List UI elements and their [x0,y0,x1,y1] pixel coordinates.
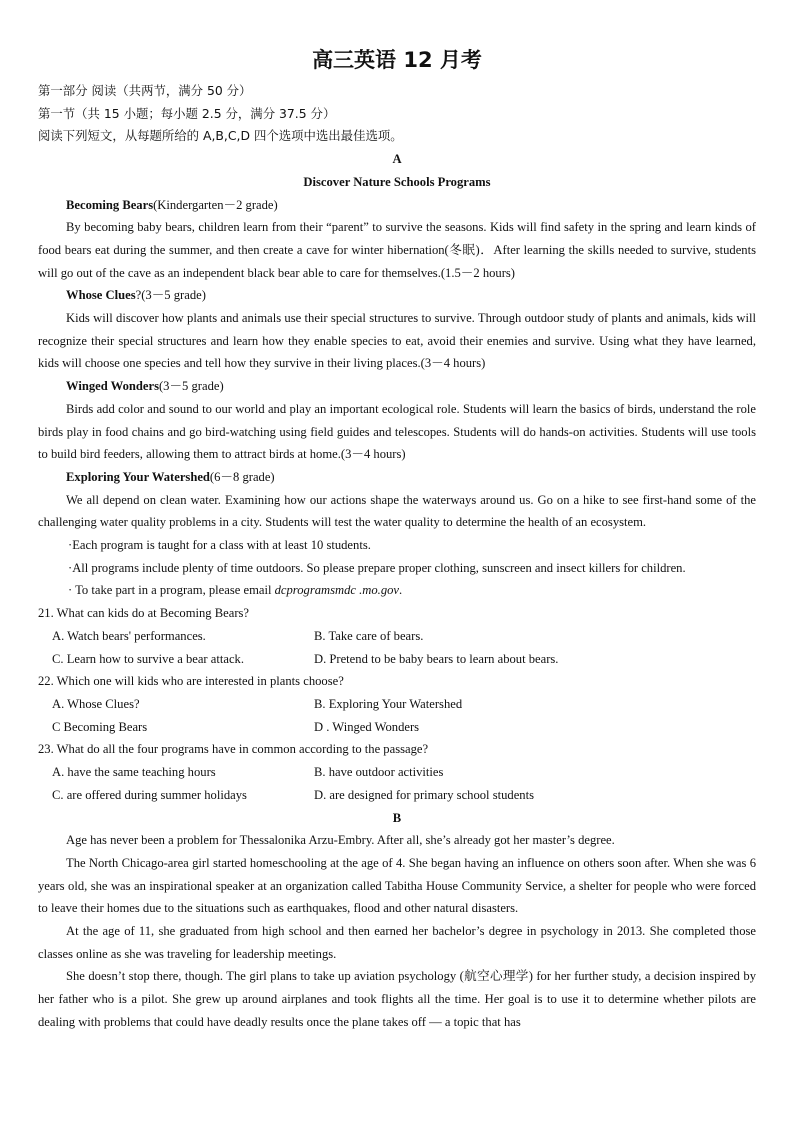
option-row [38,716,756,739]
program-title [38,375,756,398]
program-grade: (6－8 grade) [209,469,275,484]
content-flow [38,80,756,1034]
passage-b-letter: B [392,810,402,825]
option-b: B. Exploring Your Watershed [314,696,463,711]
option-row [38,693,756,716]
program-grade: ?(3－5 grade) [135,288,206,303]
option-c: C. are offered during summer holidays [52,787,247,802]
program-title [38,466,756,489]
option-c: C. Learn how to survive a bear attack. [52,651,244,666]
question-stem: 21. What can kids do at Becoming Bears? [38,606,250,621]
email-address: dcprogramsmdc .mo.gov [274,583,400,598]
program-name: Winged Wonders [66,379,159,394]
program-grade: (Kindergarten－2 grade) [153,197,278,212]
passage-b-paragraph: At the age of 11, she graduated from high school and then earned her bachelor’s degree in psychology in 2013. She completed those classes online as she was traveling for leadership meetings. [38,924,756,961]
instruction: 阅读下列短文，从每题所给的 A,B,C,D 四个选项中选出最佳选项。 [38,128,403,144]
program-name: Whose Clues [66,288,136,303]
option-d: D. Pretend to be baby bears to learn about bears. [314,651,559,666]
passage-a-heading: Discover Nature Schools Programs [303,174,491,189]
question-stem: 22. Which one will kids who are interested in plants choose? [38,674,344,689]
option-a: A. have the same teaching hours [52,765,216,780]
passage-b-paragraph: Age has never been a problem for Thessalonika Arzu-Embry. After all, she’s already got her master’s degree. [66,833,615,848]
option-d: D . Winged Wonders [314,719,420,734]
option-row [38,648,756,671]
note-item: ·Each program is taught for a class with at least 10 students. [68,538,371,553]
option-b: B. have outdoor activities [314,765,444,780]
program-description: Kids will discover how plants and animals use their special structures to survive. Through outdoor study of plants and animals, kids will recognize their special structures and learn how they enable species to eat, avoid their enemies and survive. Using what they have learned, kids will choose one species and tell how they survive in their living places.(3－4 hours) [38,311,756,371]
program-name: Exploring Your Watershed [66,469,210,484]
program-description: By becoming baby bears, children learn from their “parent” to survive the seasons. Kids will find safety in the spring and learn kinds of food bears eat during the summer, and then create a cave for winter hibernation(冬眠)．After learning the skills needed to survive, students will go out of the cave as an independent black bear able to care for themselves.(1.5－2 hours) [38,220,756,280]
program-description: We all depend on clean water. Examining how our actions shape the waterways around us. Go on a hike to see first-hand some of the challenging water quality problems in a city. Students will test the water quality to determine the health of an ecosystem. [38,492,756,530]
option-b: B. Take care of bears. [314,628,424,643]
option-row [38,761,756,784]
question-stem: 23. What do all the four programs have in common according to the passage? [38,742,429,757]
section-heading: 第一节（共 15 小题；每小题 2.5 分，满分 37.5 分） [38,105,336,121]
note-item [38,579,756,602]
option-row [38,625,756,648]
program-title [38,284,756,307]
option-a: A. Whose Clues? [52,696,140,711]
program-title [38,194,756,217]
email-suffix: . [399,583,403,598]
note-item: ·All programs include plenty of time outdoors. So please prepare proper clothing, sunscreen and insect killers for children. [68,560,686,575]
page-title: 高三英语 12 月考 [312,48,482,72]
passage-b-paragraph: She doesn’t stop there, though. The girl plans to take up aviation psychology (航空心理学) for her further study, a decision inspired by her father who is a pilot. She grew up around airplanes and took flights all the time. Her goal is to use it to determine whether pilots are dealing with problems that could have deadly results once the plane takes off — a topic that has [38,969,756,1029]
option-d: D. are designed for primary school students [314,787,534,802]
email-prefix: · To take part in a program, please email [68,583,275,598]
option-c: C Becoming Bears [52,719,148,734]
option-row [38,784,756,807]
program-description: Birds add color and sound to our world and play an important ecological role. Students will learn the basics of birds, understand the role birds play in food chains and go bird-watching using field guides and telescopes. Students will do hands-on activities. Students will use tools to build bird feeders, allowing them to attract birds at home.(3－4 hours) [38,401,756,462]
passage-a-letter: A [392,152,402,167]
part-heading: 第一部分 阅读（共两节，满分 50 分） [38,83,252,98]
passage-b-paragraph: The North Chicago-area girl started homeschooling at the age of 4. She began having an influence on others soon after. When she was 6 years old, she was an inspirational speaker at an organization called Tabitha House Community Service, a shelter for people who were forced to leave their homes due to the situations such as earthquakes, flood and other natural disasters. [38,855,756,916]
program-grade: (3－5 grade) [158,379,224,394]
option-a: A. Watch bears' performances. [52,628,206,643]
program-name: Becoming Bears [66,197,154,212]
